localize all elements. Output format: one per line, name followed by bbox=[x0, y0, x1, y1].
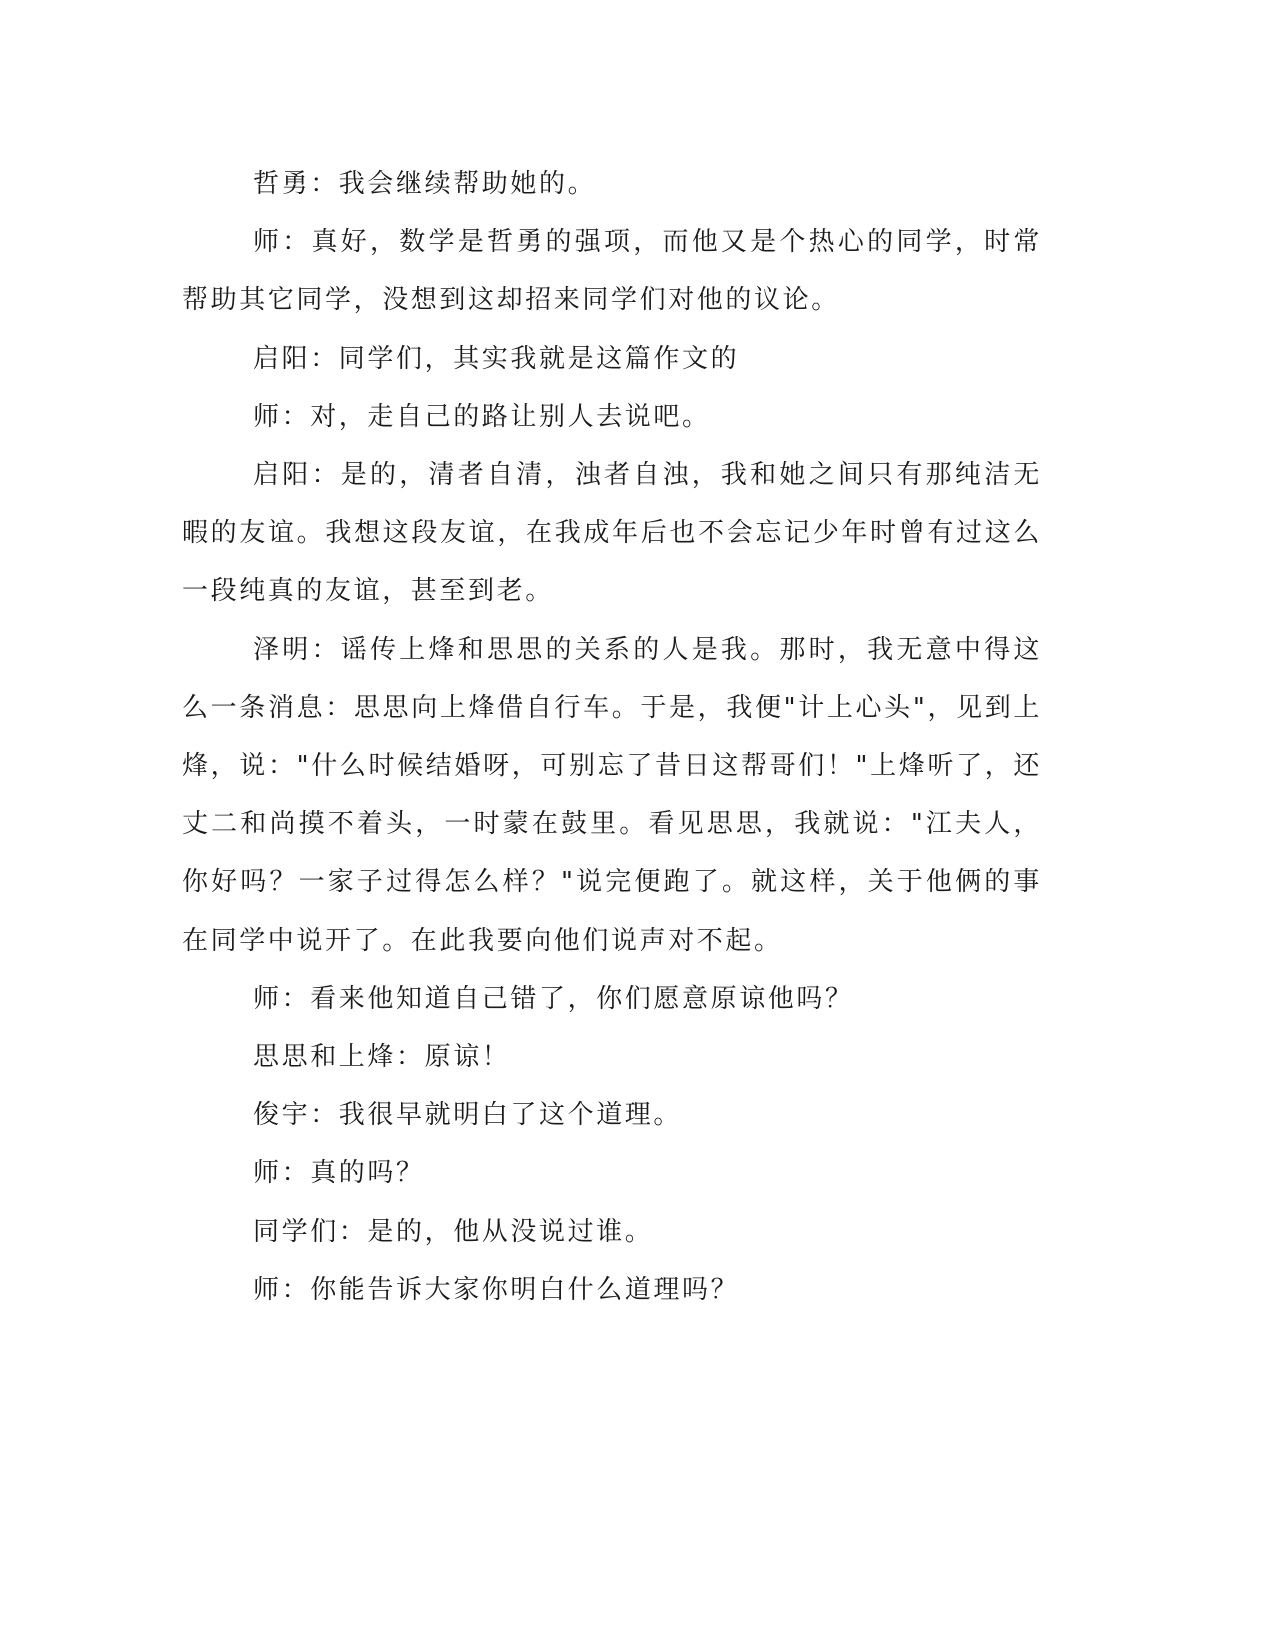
paragraph-qiyang-friendship: 启阳：是的，清者自清，浊者自浊，我和她之间只有那纯洁无暇的友谊。我想这段友谊，在我成年后也不会忘记少年时曾有过这么一段纯真的友谊，甚至到老。 bbox=[182, 460, 1042, 607]
paragraph-zheyong-reply: 哲勇：我会继续帮助她的。 bbox=[253, 169, 597, 199]
paragraph-classmates-confirm: 同学们：是的，他从没说过谁。 bbox=[253, 1216, 654, 1247]
paragraph-teacher-final-question: 师：你能告诉大家你明白什么道理吗？ bbox=[253, 1274, 740, 1305]
paragraph-teacher-advice: 师：对，走自己的路让别人去说吧。 bbox=[253, 401, 711, 432]
paragraph-teacher-forgive-question: 师：看来他知道自己错了，你们愿意原谅他吗？ bbox=[253, 983, 854, 1014]
paragraph-teacher-really: 师：真的吗？ bbox=[253, 1158, 425, 1189]
paragraph-qiyang-confession: 启阳：同学们，其实我就是这篇作文的 bbox=[253, 343, 740, 374]
paragraph-zeming-apology: 泽明：谣传上烽和思思的关系的人是我。那时，我无意中得这么一条消息：思思向上烽借自行车。于是，我便"计上心头"，见到上烽，说："什么时候结婚呀，可别忘了昔日这帮哥们！"上烽听了，还丈二和尚摸不着头，一时蒙在鼓里。看见思思，我就说："江夫人，你好吗？一家子过得怎么样？"说完便跑了。就这样，关于他俩的事在同学中说开了。在此我要向他们说声对不起。 bbox=[182, 634, 1042, 956]
paragraph-junyu-statement: 俊宇：我很早就明白了这个道理。 bbox=[253, 1100, 683, 1131]
document-page bbox=[182, 155, 1042, 1319]
paragraph-sisi-shangfeng-forgive: 思思和上烽：原谅！ bbox=[253, 1042, 511, 1073]
paragraph-teacher-praise: 师：真好，数学是哲勇的强项，而他又是个热心的同学，时常帮助其它同学，没想到这却招来同学们对他的议论。 bbox=[182, 227, 1042, 316]
